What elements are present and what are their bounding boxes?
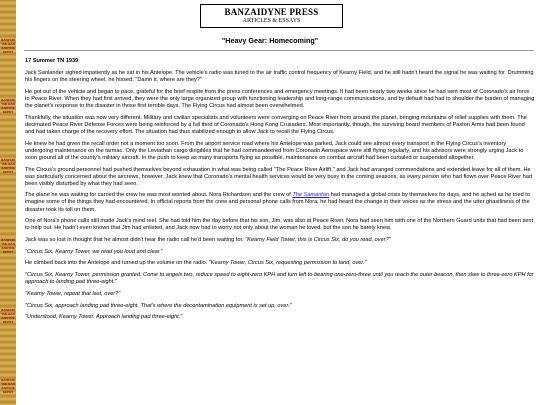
paragraph: One of Nora's phone calls still made Jack's mind reel. She had told him the day before that his son, Jim, was also at Peace River. Nora had seen him with one of the Northern Guard units that had been sent to help out. He hadn't even known that Jim had enlisted, and Jack now had to worry not only about the woman he loved, but the son he barely knew. <box>25 218 534 232</box>
paragraph-text: Jack was so lost in thought that he almost didn't hear the radio call he'd been waiting for. <box>25 237 246 244</box>
paragraph: He got out of the vehicle and began to pace, grateful for the brief respite from the press conferences and emergency meetings. It had been nearly two weeks since he had sent most of Coronado's air force to Peace River. When they had first arrived, they were the only large organized group with functioning leadership and long-range communications, and by default had had to shoulder the burden of managing the planet's response to the disaster in those first terrible days. The Flying Circus had almost been overwhelmed. <box>25 88 535 110</box>
paragraph-text: He climbed back into the Antelope and turned up the volume on the radio. <box>25 260 209 267</box>
radio-quote: "Circus Six, Kearny Tower, permission granted. Come to angels two, reduce speed to eight-zero KPH and turn left to bearing one-zero-three until you reach the outer beacon, then slow to three-zero KPH for approach to landing pad three-eight." <box>25 272 534 286</box>
story-date: 17 Summer TN 1939 <box>25 58 79 64</box>
section-name: ARTICLES & ESSAYS <box>242 18 301 24</box>
side-watermark: BANZAIDYNE BANZAIDYNE DEPOT <box>1 238 15 254</box>
radio-quote: "Kearny Tower, repeat that last, over?" <box>25 290 121 297</box>
paragraph-text: had managed a global crisis by themselves for days, and he ached as he tried to imagine some of the things they had encountered. In official reports from the crew and personal phone calls from Nora, he had heard the change in their voices as the stress and the utter ghastliness of the disaster took its toll on them. <box>25 192 530 213</box>
paragraph: He knew he had given the recall order not a moment too soon. From the airport service road where his Antelope was parked, Jack could see almost every transport in the Flying Circus's inventory undergoing maintenance on the tarmac. Only the Leviathan cargo dirigibles that he had commandeered from Coronado Aerospace were still flying regularly, and his advisors were strongly urging Jack to soon ground all of the county's military aircraft. In the push to keep as many transports flying as possible, maintenance on combat aircraft had been curtailed or suspended altogether. <box>25 140 524 161</box>
paragraph: The Circus's ground personnel had pushed themselves beyond exhaustion in what was being called "The Peace River Airlift," and Jack had arranged commendations and extended leave for all of them. He was particularly concerned about the aircrews, however. Jack knew that Coronado's mental health services would be very busy in the coming seasons, as every person who had flown over Peace River had been visibly disturbed by what they had seen. <box>25 166 532 187</box>
side-watermark: BANZAIDYNE BANZAIDYNE DEPOT <box>1 308 15 324</box>
radio-line <box>25 314 535 321</box>
decorative-side-stripe <box>0 0 16 405</box>
side-watermark: BANZAIDYNE BANZAIDYNE DEPOT <box>1 98 15 114</box>
paragraph <box>25 192 535 213</box>
radio-quote: "Circus Six, Kearny Tower, we read you loud and clear." <box>25 248 163 255</box>
radio-line <box>25 303 535 310</box>
paragraph: Thankfully, the situation was now very different. Military and civilian specialists and volunteers were converging on Peace River from around the planet, bringing mountains of relief supplies with them. The decimated Peace River Defense Forces were being reinforced by a full third of Coronado's Hong Kong Crusaders. Most importantly, though, the surviving board members of Paxton Arms had been found and had taken charge of the recovery effort. The situation had thus stabilized enough to allow Jack to recall the Flying Circus. <box>25 114 527 135</box>
side-watermark: BANZAIDYNE BANZAIDYNE DEPOT <box>1 158 15 174</box>
paragraph-text: The plane he was waiting for carried the crew he was most worried about. Nora Richardson and the crew of <box>25 192 293 199</box>
radio-quote: "Circus Six, approach landing pad three-eight. That's where the decontamination equipment is set up, over." <box>25 302 292 309</box>
radio-line <box>25 291 535 298</box>
masthead <box>200 4 343 28</box>
article-body <box>25 58 535 326</box>
radio-line <box>25 272 535 286</box>
radio-line <box>25 249 535 256</box>
samaritan-link[interactable]: The Samaritan <box>292 192 330 199</box>
paragraph: Jack Sanlander sighed impatiently as he sat in his Antelope. The vehicle's radio was tuned to the air traffic control frequency of Kearny Field, and he still hadn't heard the signal he was waiting for. Drumming his fingers on the steering wheel, he hissed, "Damn it, where are they?" <box>25 70 534 84</box>
paragraph <box>25 260 535 267</box>
radio-quote: "Kearny Tower, Circus Six, requesting permission to land, over." <box>208 260 367 267</box>
paragraph <box>25 237 535 244</box>
story-title: "Heavy Gear: Homecoming" <box>221 36 319 45</box>
radio-quote: "Kearny Field Tower, this is Circus Six, do you read, over?" <box>245 237 391 244</box>
title-divider <box>24 50 534 51</box>
radio-quote: "Understood, Kearny Tower. Approach landing pad three-eight." <box>25 314 183 321</box>
side-watermark: BANZAIDYNE BANZAIDYNE DEPOT <box>1 38 15 54</box>
publisher-name: BANZAIDYNE PRESS <box>224 7 319 17</box>
side-watermark: BANZAIDYNE BANZAIDYNE DEPOT <box>1 378 15 394</box>
